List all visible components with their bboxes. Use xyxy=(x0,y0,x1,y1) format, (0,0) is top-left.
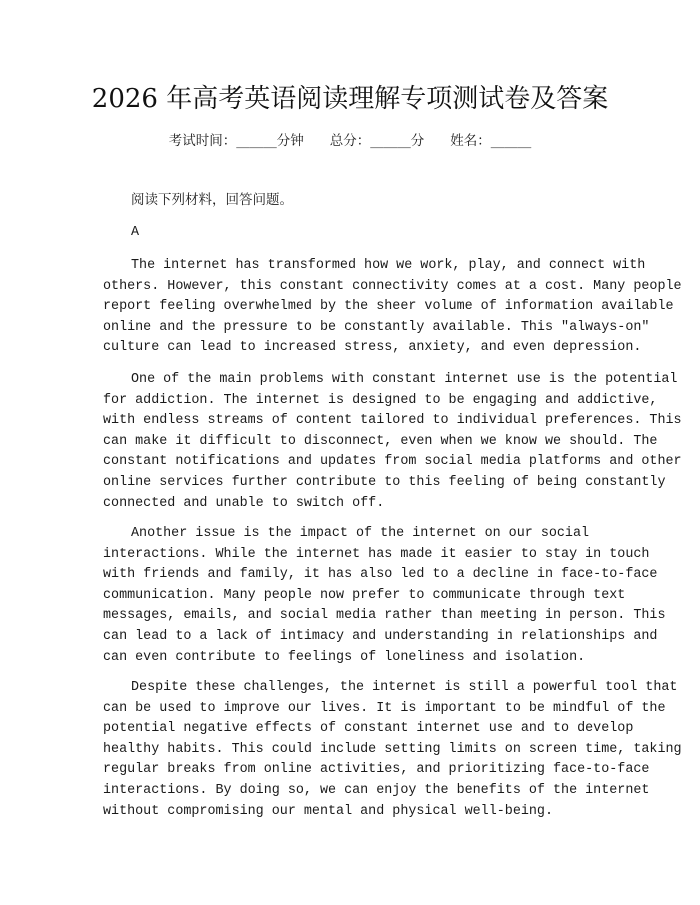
text-line: The internet has transformed how we work, play, and connect with xyxy=(131,258,646,273)
text-line: others. However, this constant connectivity comes at a cost. Many people xyxy=(103,278,682,294)
text-line: Another issue is the impact of the internet on our social xyxy=(131,526,590,541)
text-line: healthy habits. This could include setting limits on screen time, taking xyxy=(103,741,682,757)
exam-info-line xyxy=(0,131,700,151)
text-line: constant notifications and updates from social media platforms and other xyxy=(103,454,682,470)
text-line: culture can lead to increased stress, anxiety, and even depression. xyxy=(103,340,642,356)
text-line: online services further contribute to this feeling of being constantly xyxy=(103,474,666,490)
student-name-field: 姓名：______ xyxy=(450,133,532,149)
passage-label: A xyxy=(131,225,140,240)
text-line: regular breaks from online activities, and prioritizing face-to-face xyxy=(103,762,650,778)
text-line: for addiction. The internet is designed to be engaging and addictive, xyxy=(103,392,658,408)
paragraph xyxy=(103,524,666,668)
text-line: without compromising our mental and physical well-being. xyxy=(103,803,553,819)
text-line: can lead to a lack of intimacy and understanding in relationships and xyxy=(103,628,658,644)
text-line: can be used to improve our lives. It is important to be mindful of the xyxy=(103,700,666,716)
text-line: report feeling overwhelmed by the sheer volume of information available xyxy=(103,299,674,315)
text-line: communication. Many people now prefer to communicate through text xyxy=(103,587,626,603)
text-line: can make it difficult to disconnect, even when we know we should. The xyxy=(103,433,658,449)
page-title: 2026 年高考英语阅读理解专项测试卷及答案 xyxy=(91,84,609,114)
total-score-field: 总分：______分 xyxy=(329,133,425,149)
text-line: interactions. By doing so, we can enjoy the benefits of the internet xyxy=(103,782,650,798)
paragraph xyxy=(103,678,682,822)
text-line: One of the main problems with constant internet use is the potential xyxy=(131,372,678,387)
text-line: messages, emails, and social media rather than meeting in person. This xyxy=(103,608,666,624)
text-line: online and the pressure to be constantly available. This "always-on" xyxy=(103,319,650,335)
text-line: with endless streams of content tailored to individual preferences. This xyxy=(103,413,682,429)
text-line: potential negative effects of constant internet use and to develop xyxy=(103,721,634,737)
exam-time-field: 考试时间：______分钟 xyxy=(168,133,304,149)
text-line: Despite these challenges, the internet is still a powerful tool that xyxy=(131,680,678,695)
text-line: with friends and family, it has also led to a decline in face-to-face xyxy=(103,567,658,583)
text-line: interactions. While the internet has made it easier to stay in touch xyxy=(103,546,650,562)
text-line: connected and unable to switch off. xyxy=(103,495,385,511)
text-line: can even contribute to feelings of loneliness and isolation. xyxy=(103,649,586,665)
paragraph xyxy=(103,256,682,359)
paragraph xyxy=(103,370,682,514)
reading-instruction: 阅读下列材料，回答问题。 xyxy=(131,192,293,208)
